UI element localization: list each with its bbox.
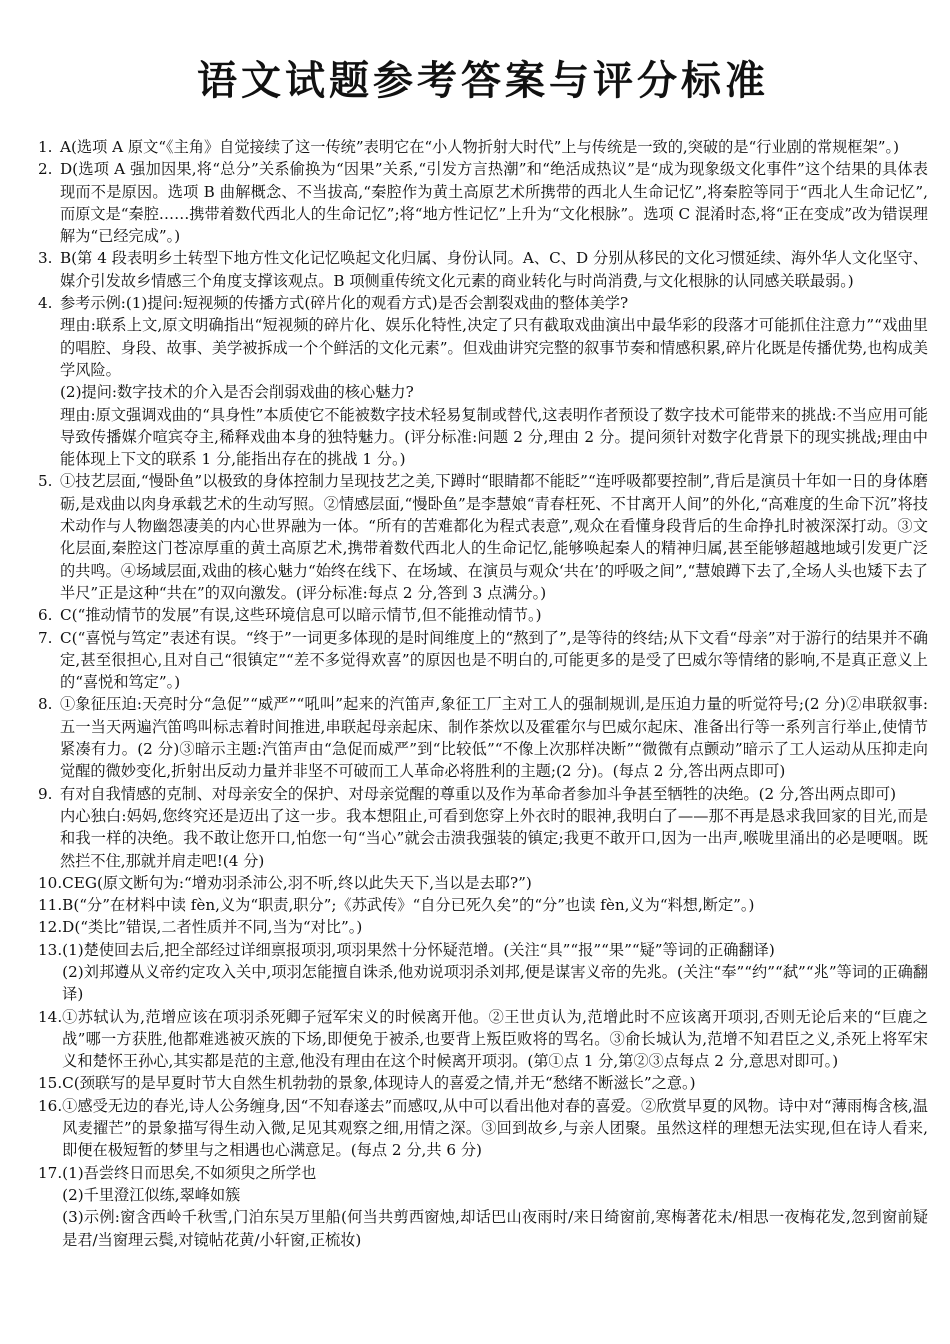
answer-paragraph: (1)吾尝终日而思矣,不如须臾之所学也 [62, 1163, 317, 1182]
answer-paragraph: (2)千里澄江似练,翠峰如簇 [62, 1185, 241, 1204]
answer-item [38, 604, 928, 626]
answer-paragraph: (2)刘邦遵从义帝约定攻入关中,项羽怎能擅自诛杀,他劝说项羽杀刘邦,便是谋害义帝的先兆。(关注“奉”“约”“弑”“兆”等词的正确翻译) [62, 962, 928, 1004]
answer-body [62, 1162, 928, 1251]
answer-body [60, 783, 928, 872]
answer-number: 16. [38, 1096, 63, 1115]
answer-body [62, 872, 928, 894]
answer-item [38, 939, 928, 1006]
answer-item [38, 1006, 928, 1073]
answer-paragraph: 有对自我情感的克制、对母亲安全的保护、对母亲觉醒的尊重以及作为革命者参加斗争甚至牺牲的决绝。(2 分,答出两点即可) [60, 784, 897, 803]
answer-number: 13. [38, 940, 63, 959]
answer-body [62, 939, 928, 1006]
answer-paragraph: 参考示例:(1)提问:短视频的传播方式(碎片化的观看方式)是否会割裂戏曲的整体美学? [60, 294, 629, 313]
answer-item [38, 783, 928, 872]
answer-body [62, 1006, 928, 1073]
answer-paragraph: (1)楚使回去后,把全部经过详细禀报项羽,项羽果然十分怀疑范增。(关注“具”“报”“果”“疑”等词的正确翻译) [62, 940, 775, 959]
answer-body [60, 136, 928, 158]
answer-paragraph: CEG(原文断句为:“增劝羽杀沛公,羽不听,终以此失天下,当以是去耶?”) [62, 873, 532, 892]
answer-item [38, 1095, 928, 1162]
answer-item [38, 470, 928, 604]
answer-item [38, 136, 928, 158]
answer-number: 14. [38, 1007, 63, 1026]
answer-paragraph: 理由:联系上文,原文明确指出“短视频的碎片化、娱乐化特性,决定了只有截取戏曲演出中最华彩的段落才可能抓住注意力”“戏曲里的唱腔、身段、故事、美学被拆成一个个鲜活的文化元素”。但戏曲讲究完整的叙事节奏和情感积累,碎片化既是传播优势,也构成美学风险。 [60, 316, 928, 379]
answer-paragraph: C(“喜悦与笃定”表述有误。“终于”一词更多体现的是时间维度上的“熬到了”,是等待的终结;从下文看“母亲”对于游行的结果并不确定,甚至很担心,且对自己“很镇定”“差不多觉得欢喜”的原因也是不明白的,可能更多的是受了巴威尔等情绪的影响,不是真正意义上的“喜悦和笃定”。) [60, 628, 928, 692]
answer-body [62, 1095, 928, 1162]
answer-number: 2. [38, 160, 53, 179]
answer-number: 1. [38, 138, 53, 156]
answer-paragraph: C(颈联写的是早夏时节大自然生机勃勃的景象,体现诗人的喜爱之情,并无“愁绪不断滋长”之意。) [62, 1074, 696, 1093]
answer-body [60, 604, 928, 626]
answer-number: 12. [38, 918, 63, 937]
answer-body [62, 1072, 928, 1094]
answer-paragraph: ①象征压迫:天亮时分“急促”“威严”“吼叫”起来的汽笛声,象征工厂主对工人的强制规训,是压迫力量的听觉符号;(2 分)②串联叙事:五一当天两遍汽笛鸣叫标志着时间推进,串联起母亲起床、制作茶炊以及霍霍尔与巴威尔起床、准备出行等一系列言行举止,使情节紧凑有力。(2 分)③暗示主题:汽笛声由“急促而威严”到“比较低”“不像上次那样决断”“微微有点颤动”暗示了工人运动从压抑走向觉醒的微妙变化,折射出反动力量并非坚不可破而工人革命必将胜利的主题;(2 分)。(每点 2 分,答出两点即可) [60, 695, 928, 781]
answer-item [38, 1072, 928, 1094]
answer-item [38, 916, 928, 938]
answer-paragraph: ①技艺层面,“慢卧鱼”以极致的身体控制力呈现技艺之美,下蹲时“眼睛都不能眨”“连呼吸都要控制”,背后是演员十年如一日的身体磨砺,是戏曲以肉身承载艺术的生动写照。②情感层面,“慢卧鱼”是李慧娘“青春枉死、不甘离开人间”的外化,“高难度的生命下沉”将技术动作与人物幽怨凄美的内心世界融为一体。“所有的苦难都化为程式表意”,观众在看懂身段背后的生命挣扎时被深深打动。③文化层面,秦腔这门苍凉厚重的黄土高原艺术,携带着数代西北人的生命记忆,能够唤起秦人的精神归属,甚至能够超越地域引发更广泛的共鸣。④场域层面,戏曲的核心魅力“始终在线下、在场域、在演员与观众‘共在’的呼吸之间”,“慧娘蹲下去了,全场人头也矮下去了半尺”正是这种“共在”的双向激发。(评分标准:每点 2 分,答到 3 点满分。) [60, 472, 928, 602]
answer-paragraph: B(第 4 段表明乡土转型下地方性文化记忆唤起文化归属、身份认同。A、C、D 分别从移民的文化习惯延续、海外华人文化坚守、媒介引发故乡情感三个角度支撑该观点。B 项侧重传统文化元素的商业转化与时尚消费,与文化根脉的认同感关联最弱。) [60, 249, 928, 290]
answer-paragraph: C(“推动情节的发展”有误,这些环境信息可以暗示情节,但不能推动情节。) [60, 606, 542, 625]
answer-item [38, 1162, 928, 1251]
page-title: 语文试题参考答案与评分标准 [197, 57, 769, 104]
answer-item [38, 894, 928, 916]
answer-paragraph: D(“类比”错误,二者性质并不同,当为“对比”。) [62, 918, 363, 937]
answer-item [38, 627, 928, 694]
answer-number: 6. [38, 606, 53, 625]
answer-number: 3. [38, 249, 53, 268]
answer-item [38, 872, 928, 894]
answer-number: 10. [38, 873, 63, 892]
answer-body [60, 158, 928, 247]
answer-number: 15. [38, 1074, 63, 1093]
answer-paragraph: 内心独白:妈妈,您终究还是迈出了这一步。我本想阻止,可看到您穿上外衣时的眼神,我明白了——那不再是恳求我回家的目光,而是和我一样的决绝。我不敢让您开口,怕您一句“当心”就会击溃我强装的镇定;我更不敢开口,因为一出声,喉咙里涌出的必是哽咽。既然拦不住,那就并肩走吧!(4 分) [60, 806, 928, 870]
answer-paragraph: ①苏轼认为,范增应该在项羽杀死卿子冠军宋义的时候离开他。②王世贞认为,范增此时不应该离开项羽,否则无论后来的“巨鹿之战”哪一方获胜,他都难逃被灭族的下场,即便免于被杀,也要背上叛臣败将的骂名。③俞长城认为,范增不知君臣之义,杀死上将军宋义和楚怀王孙心,其实都是范的主意,他没有理由在这个时候离开项羽。(第①点 1 分,第②③点每点 2 分,意思对即可。) [62, 1007, 928, 1071]
answer-number: 4. [38, 294, 53, 313]
answer-paragraph: A(选项 A 原文“《主角》自觉接续了这一传统”表明它在“小人物折射大时代”上与传统是一致的,突破的是“行业剧的常规框架”。) [60, 138, 900, 156]
answer-body [60, 627, 928, 694]
answer-item [38, 247, 928, 292]
answer-number: 9. [38, 784, 53, 803]
answer-item [38, 292, 928, 470]
answer-item [38, 693, 928, 782]
answer-number: 7. [38, 628, 53, 647]
answer-item [38, 158, 928, 247]
answer-list [38, 136, 928, 1251]
answer-number: 8. [38, 695, 53, 714]
answer-paragraph: B(“分”在材料中读 fèn,义为“职责,职分”;《苏武传》“自分已死久矣”的“分”也读 fèn,义为“料想,断定”。) [62, 896, 755, 915]
answer-body [60, 470, 928, 604]
answer-body [60, 292, 928, 470]
answer-body [62, 916, 928, 938]
answer-paragraph: ①感受无边的春光,诗人公务缠身,因“不知春遂去”而感叹,从中可以看出他对春的喜爱。②欣赏早夏的风物。诗中对“薄雨梅含核,温风麦擢芒”的景象描写得生动入微,足见其观察之细,用情之深。③回到故乡,与亲人团聚。虽然这样的理想无法实现,但在诗人看来,即便在极短暂的梦里与之相遇也心满意足。(每点 2 分,共 6 分) [62, 1096, 928, 1160]
answer-number: 5. [38, 472, 53, 491]
answer-paragraph: D(选项 A 强加因果,将“总分”关系偷换为“因果”关系,“引发方言热潮”和“绝活成热议”是“成为现象级文化事件”这个结果的具体表现而不是原因。选项 B 曲解概念、不当拔高,“秦腔作为黄土高原艺术所携带的西北人生命记忆”,将秦腔等同于“西北人生命记忆”,而原文是“秦腔……携带着数代西北人的生命记忆”;将“地方性记忆”上升为“文化根脉”。选项 C 混淆时态,将“正在变成”改为错误理解为“已经完成”。) [60, 160, 928, 246]
answer-body [62, 894, 928, 916]
answer-body [60, 247, 928, 292]
answer-body [60, 693, 928, 782]
answer-paragraph: (2)提问:数字技术的介入是否会削弱戏曲的核心魅力? [60, 383, 414, 402]
answer-paragraph: (3)示例:窗含西岭千秋雪,门泊东吴万里船(何当共剪西窗烛,却话巴山夜雨时/来日绮窗前,寒梅著花未/相思一夜梅花发,忽到窗前疑是君/当窗理云鬓,对镜帖花黄/小轩窗,正梳妆) [62, 1208, 928, 1249]
answer-paragraph: 理由:原文强调戏曲的“具身性”本质使它不能被数字技术轻易复制或替代,这表明作者预设了数字技术可能带来的挑战:不当应用可能导致传播媒介喧宾夺主,稀释戏曲本身的独特魅力。(评分标准:问题 2 分,理由 2 分。提问须针对数字化背景下的现实挑战;理由中能体现上下文的联系 1 分,能指出存在的挑战 1 分。) [60, 405, 928, 469]
answer-number: 17. [38, 1163, 63, 1182]
answer-number: 11. [38, 896, 63, 915]
